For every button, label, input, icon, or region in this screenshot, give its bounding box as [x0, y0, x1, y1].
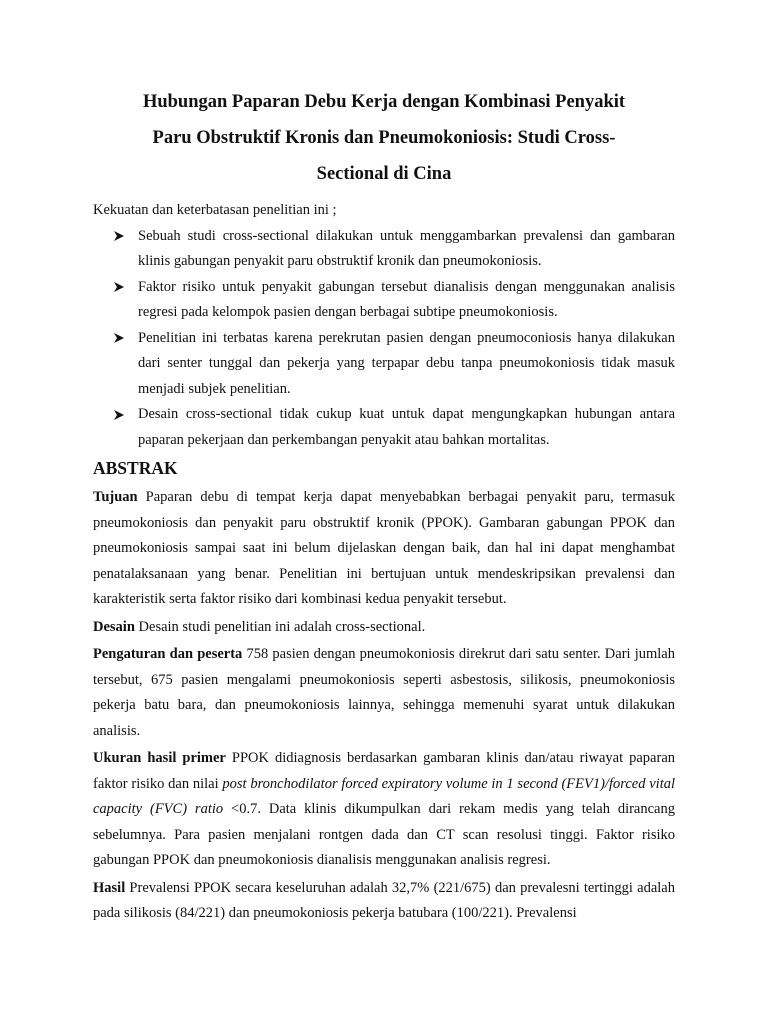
- document-title: [93, 84, 675, 192]
- section-ukuran: [93, 746, 675, 874]
- title-line-1: Hubungan Paparan Debu Kerja dengan Kombinasi Penyakit: [142, 92, 626, 112]
- section-label: Hasil: [93, 879, 126, 896]
- section-label: Tujuan: [93, 489, 138, 505]
- list-item: [93, 275, 675, 326]
- section-text: 758 pasien dengan pneumokoniosis direkrut dari satu senter. Dari jumlah tersebut, 675 pasien mengalami pneumokoniosis seperti asbestosis, silikosis, pneumokoniosis pekerja batu bara, dan pneumokoniosis lainnya, sehingga memenuhi syarat untuk dilakukan analisis.: [93, 646, 675, 739]
- section-tujuan: [93, 485, 675, 613]
- list-item-text: Faktor risiko untuk penyakit gabungan tersebut dianalisis dengan menggunakan analisis regresi pada kelompok pasien dengan berbagai subtipe pneumokoniosis.: [138, 278, 675, 320]
- section-text: Prevalensi PPOK secara keseluruhan adalah 32,7% (221/675) dan prevalesni tertinggi adalah pada silikosis (84/221) dan pneumokoniosis pekerja batubara (100/221). Prevalensi: [93, 879, 675, 921]
- list-item-text: Sebuah studi cross-sectional dilakukan untuk menggambarkan prevalensi dan gambaran klinis gabungan penyakit paru obstruktif kronik dan pneumokoniosis.: [138, 227, 675, 269]
- section-text: PPOK didiagnosis berdasarkan gambaran klinis dan/atau riwayat paparan faktor risiko dan nilai: [93, 750, 676, 792]
- arrowhead-bullet-icon: [113, 224, 127, 250]
- list-item: [93, 326, 675, 403]
- abstract-heading: ABSTRAK: [93, 458, 178, 478]
- section-text: <0.7. Data klinis dikumpulkan dari rekam medis yang telah dirancang sebelumnya. Para pasien menjalani rontgen dada dan CT scan resolusi tinggi. Faktor risiko gabungan PPOK dan pneumokoniosis dianalisis menggunakan analisis regresi.: [93, 801, 675, 868]
- list-item: [93, 224, 675, 275]
- section-pengaturan: [93, 642, 675, 744]
- arrowhead-bullet-icon: [113, 275, 127, 301]
- section-label: Desain: [93, 618, 135, 635]
- section-hasil: [93, 876, 675, 927]
- title-line-3: Sectional di Cina: [316, 164, 452, 184]
- section-text-italic: post bronchodilator forced expiratory volume in 1 second (FEV1)/forced vital capacity (FVC) ratio: [93, 775, 675, 817]
- arrowhead-bullet-icon: [113, 326, 127, 352]
- section-label: Ukuran hasil primer: [93, 750, 226, 766]
- intro-text: Kekuatan dan keterbatasan penelitian ini ;: [93, 202, 337, 218]
- section-desain: [93, 615, 675, 641]
- section-text: Paparan debu di tempat kerja dapat menyebabkan berbagai penyakit paru, termasuk pneumokoniosis dan penyakit paru obstruktif kronik (PPOK). Gambaran gabungan PPOK dan pneumokoniosis sampai saat ini belum dijelaskan dengan baik, dan hal ini dapat menghambat penatalaksanaan yang benar. Penelitian ini bertujuan untuk mendeskripsikan prevalensi dan karakteristik serta faktor risiko dari kombinasi kedua penyakit tersebut.: [93, 489, 675, 607]
- section-label: Pengaturan dan peserta: [93, 646, 243, 662]
- list-item: [93, 402, 675, 453]
- document-page: [93, 84, 675, 929]
- title-line-2: Paru Obstruktif Kronis dan Pneumokoniosis: Studi Cross-: [152, 128, 616, 148]
- strengths-limitations-list: [93, 224, 675, 454]
- list-item-text: Penelitian ini terbatas karena perekrutan pasien dengan pneumoconiosis hanya dilakukan dari senter tunggal dan pekerja yang terpapar debu tanpa pneumokoniosis tidak masuk menjadi subjek penelitian.: [138, 329, 675, 397]
- arrowhead-bullet-icon: [113, 402, 127, 428]
- section-text: Desain studi penelitian ini adalah cross-sectional.: [134, 618, 426, 635]
- list-item-text: Desain cross-sectional tidak cukup kuat untuk dapat mengungkapkan hubungan antara paparan pekerjaan dan perkembangan penyakit atau bahkan mortalitas.: [138, 406, 675, 448]
